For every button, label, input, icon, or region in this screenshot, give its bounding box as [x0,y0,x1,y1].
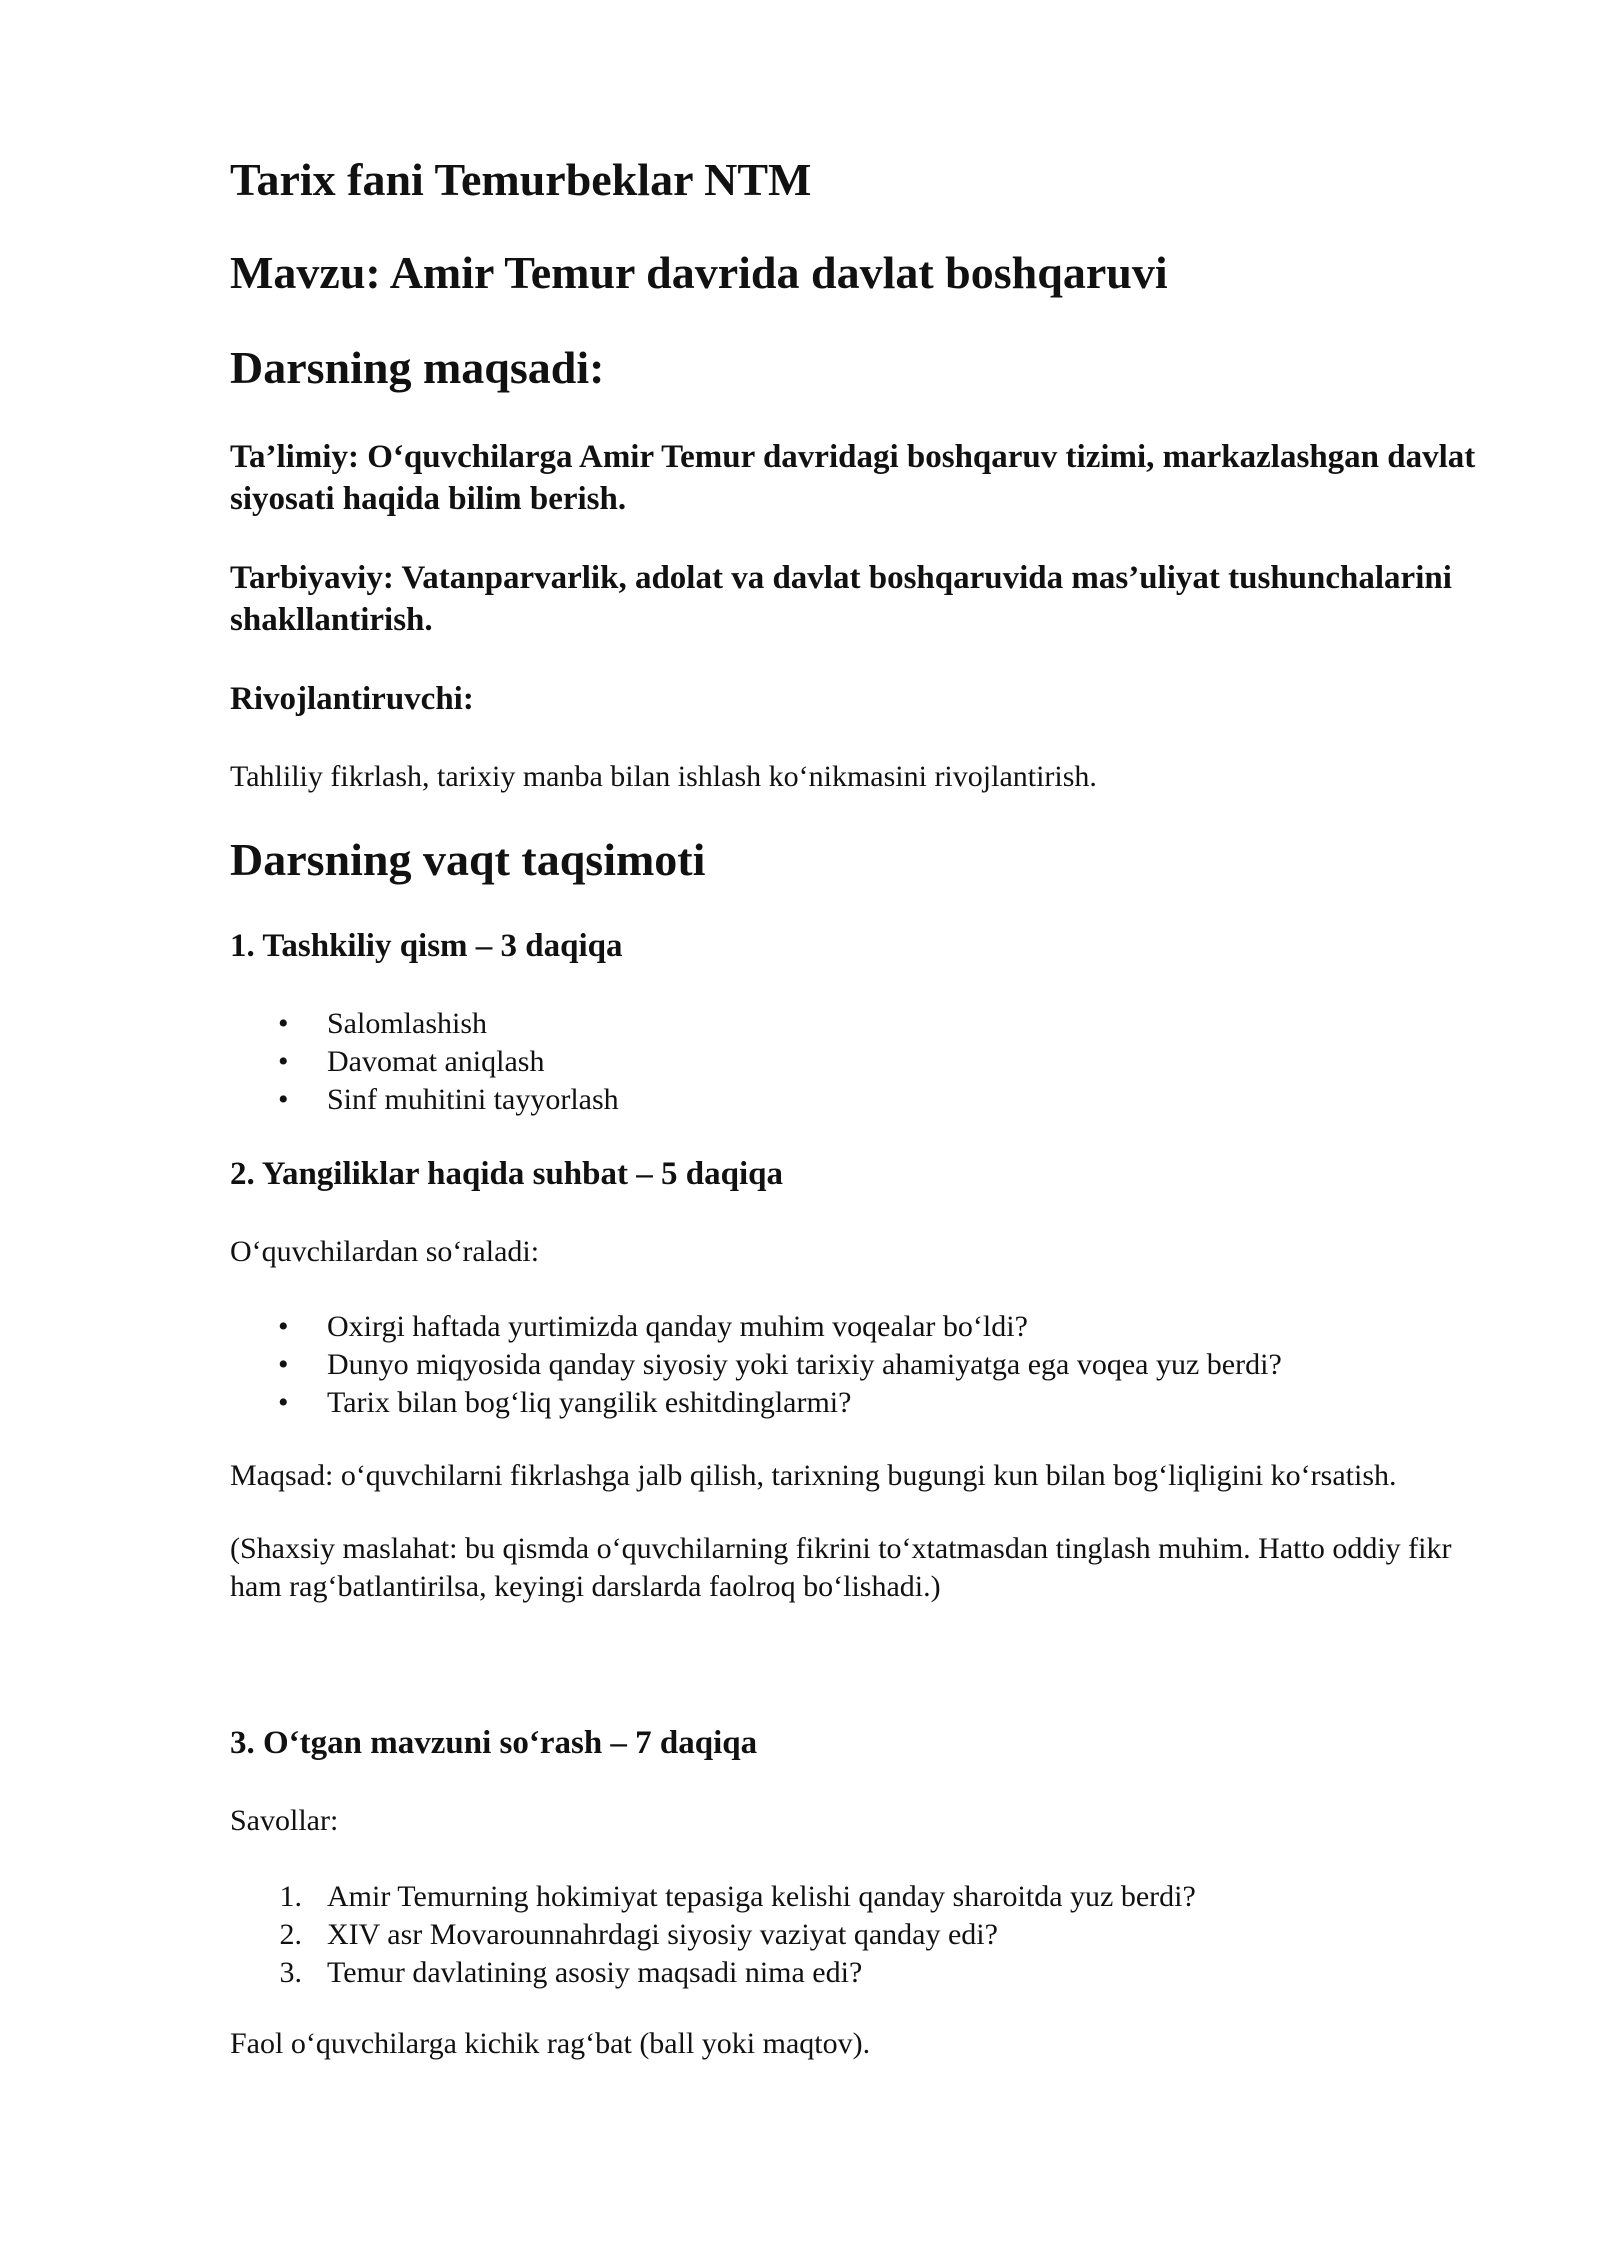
schedule-heading: Darsning vaqt taqsimoti [230,834,706,885]
bullet-icon: • [278,1386,289,1419]
goal-educational: Ta’limiy: O‘quvchilarga Amir Temur davridagi boshqaruv tizimi, markazlashgan davlat siyosati haqida bilim berish. [230,439,1476,517]
goal-developmental-label: Rivojlantiruvchi: [230,681,474,717]
list-item: • Tarix bilan bog‘liq yangilik eshitdinglarmi? [230,1384,1282,1422]
section-2-list [230,1308,1282,1422]
bullet-icon: • [278,1045,289,1078]
section-1-list [230,1005,619,1119]
list-item: • Davomat aniqlash [230,1043,619,1081]
list-item: 1. Amir Temurning hokimiyat tepasiga kelishi qanday sharoitda yuz berdi? [230,1878,1196,1916]
list-number: 3. [279,1956,302,1989]
list-item: • Dunyo miqyosida qanday siyosiy yoki tarixiy ahamiyatga ega voqea yuz berdi? [230,1346,1282,1384]
list-number: 2. [279,1918,302,1951]
list-item: • Sinf muhitini tayyorlash [230,1081,619,1119]
list-item: • Salomlashish [230,1005,619,1043]
list-item: 3. Temur davlatining asosiy maqsadi nima edi? [230,1954,1196,1992]
bullet-icon: • [278,1310,289,1343]
section-3-title: 3. O‘tgan mavzuni so‘rash – 7 daqiqa [230,1725,758,1761]
goal-upbringing: Tarbiyaviy: Vatanparvarlik, adolat va davlat boshqaruvida mas’uliyat tushunchalarini shakllantirish. [230,560,1452,638]
document-title: Tarix fani Temurbeklar NTM [230,154,812,205]
section-3-closing: Faol o‘quvchilarga kichik rag‘bat (ball yoki maqtov). [230,2027,871,2060]
list-number: 1. [279,1880,302,1913]
lesson-goals-heading: Darsning maqsadi: [230,342,605,393]
goal-developmental-text: Tahliliy fikrlash, tarixiy manba bilan ishlash ko‘nikmasini rivojlantirish. [230,760,1097,793]
bullet-icon: • [278,1083,289,1116]
section-1-title: 1. Tashkiliy qism – 3 daqiqa [230,928,623,964]
section-2-intro: O‘quvchilardan so‘raladi: [230,1235,540,1268]
section-2-goal: Maqsad: o‘quvchilarni fikrlashga jalb qilish, tarixning bugungi kun bilan bog‘liqligini ko‘rsatish. [230,1459,1397,1492]
lesson-topic: Mavzu: Amir Temur davrida davlat boshqaruvi [230,247,1168,298]
bullet-icon: • [278,1007,289,1040]
section-3-intro: Savollar: [230,1804,339,1837]
section-2-title: 2. Yangiliklar haqida suhbat – 5 daqiqa [230,1156,783,1192]
list-item: • Oxirgi haftada yurtimizda qanday muhim voqealar bo‘ldi? [230,1308,1282,1346]
list-item: 2. XIV asr Movarounnahrdagi siyosiy vaziyat qanday edi? [230,1916,1196,1954]
section-3-list [230,1878,1196,1992]
bullet-icon: • [278,1348,289,1381]
section-2-advice: (Shaxsiy maslahat: bu qismda o‘quvchilarning fikrini to‘xtatmasdan tinglash muhim. Hatto oddiy fikr ham rag‘batlantirilsa, keyingi darslarda faolroq bo‘lishadi.) [230,1532,1452,1603]
